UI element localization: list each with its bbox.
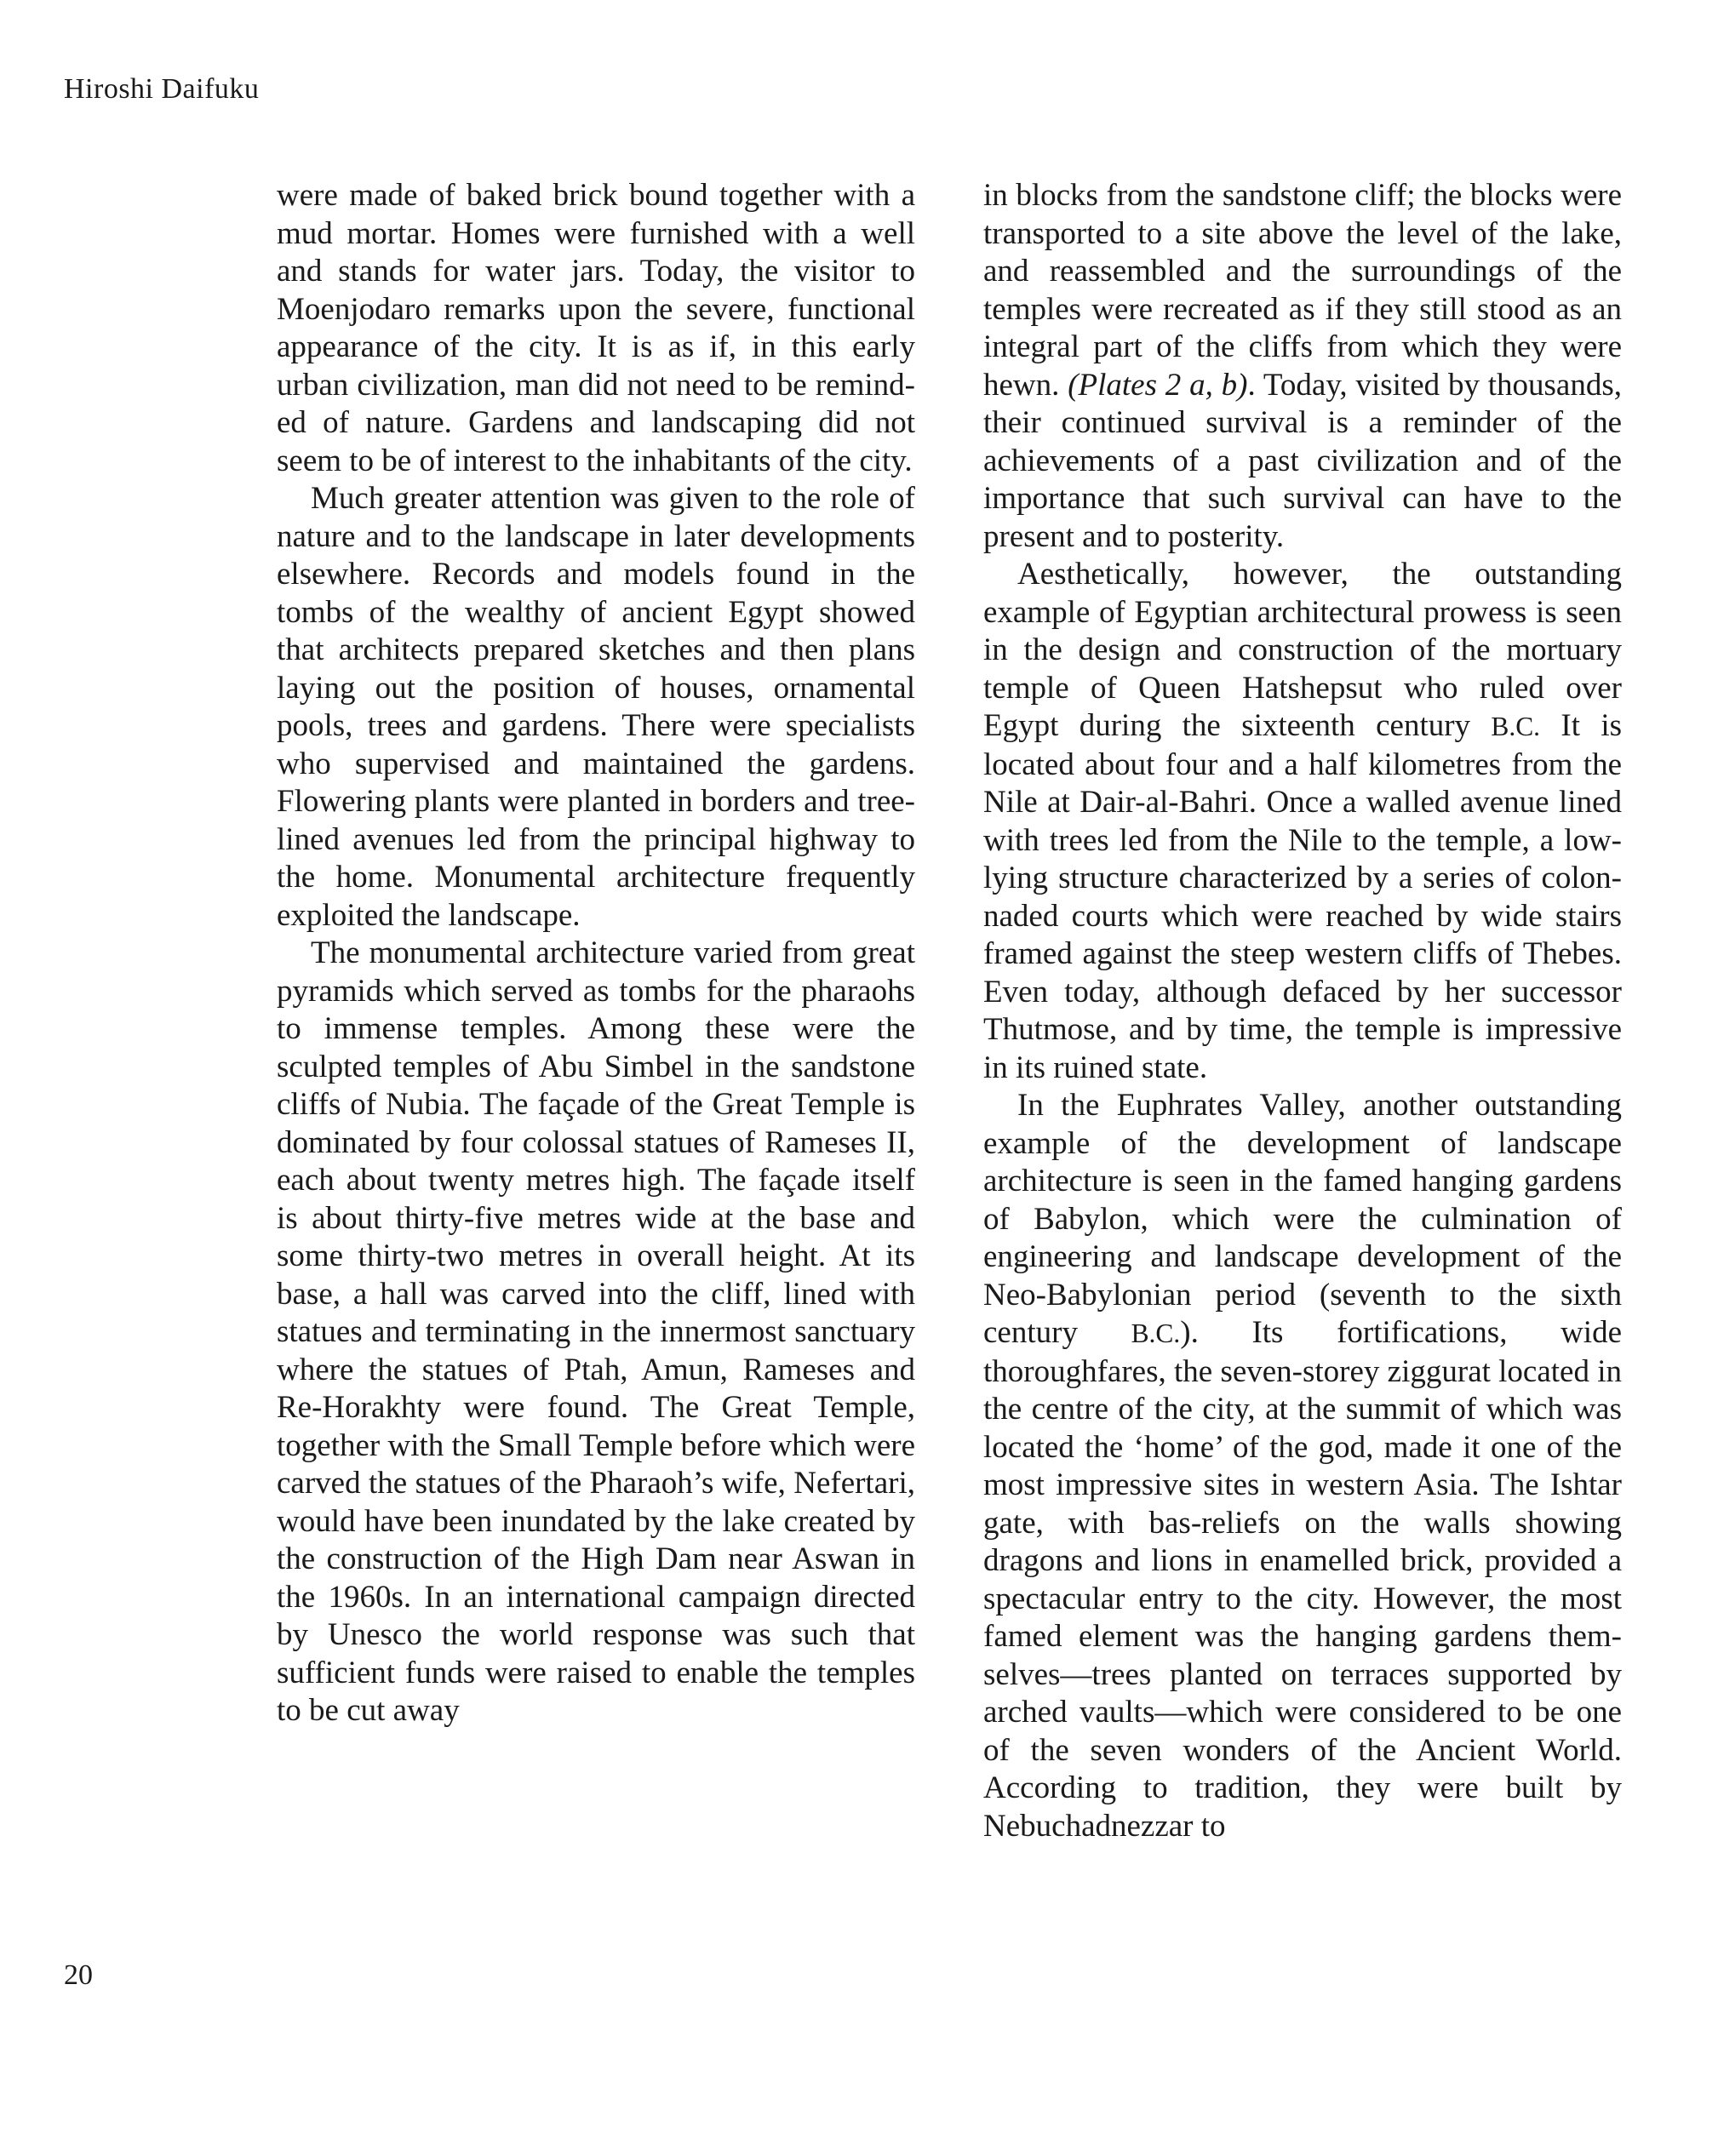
text-segment: ). Its fortifications, wide thoroughfares, the seven-storey ziggurat located in the centre of the city, at the summit of which was located the ‘home’ of the god, made it one of the most impressive sites in western Asia. The Ishtar gate, with bas-reliefs on the walls showing dragons and lions in enamelled brick, provided a spectacular entry to the city. However, the most famed element was the hanging gardens themselves—trees planted on terraces supported by arched vaults—which were considered to be one of the seven wonders of the Ancient World. According to tradition, they were built by Nebuchadnezzar to bbox=[983, 1315, 1623, 1844]
paragraph-temple-relocation bbox=[983, 177, 1622, 556]
paragraph-hatshepsut bbox=[983, 556, 1622, 1087]
left-column bbox=[277, 177, 915, 1730]
text-segment: In the Euphrates Valley, another outstanding example of the development of landscape architecture is seen in the famed hanging gardens of Babylon, which were the culmination of engineering and landscape development of the Neo-Babylonian period (seventh to the sixth century bbox=[983, 1088, 1622, 1350]
text-segment: in blocks from the sandstone cliff; the blocks were transported to a site above the level of the lake, and reassembled and the surroundings of the temples were recreated as if they still stood as an integral part of the cliffs from which they were hewn. bbox=[983, 178, 1622, 403]
text-segment: It is located about four and a half kilometres from the Nile at Dair-al-Bahri. Once a walled avenue lined with trees led from the Nile to the temple, a low-lying structure characterized by a series of colonnaded courts which were reached by wide stairs framed against the steep western cliffs of Thebes. Even today, although defaced by her successor Thutmose, and by time, the temple is impressive in its ruined state. bbox=[983, 708, 1622, 1085]
paragraph-babylon bbox=[983, 1087, 1622, 1845]
plates-reference: (Plates 2 a, b) bbox=[1068, 367, 1248, 403]
paragraph-egypt-gardens: Much greater attention was given to the role of nature and to the landscape in later developments elsewhere. Records and models found in the tombs of the wealthy of ancient Egypt showed that architects prepared sketches and then plans laying out the position of houses, ornamental pools, trees and gardens. There were specialists who supervised and maintained the gardens. Flowering plants were planted in borders and tree-lined avenues led from the principal highway to the home. Monumental architecture frequently exploited the landscape. bbox=[277, 481, 915, 933]
running-head-author: Hiroshi Daifuku bbox=[64, 73, 260, 105]
era-abbreviation: B.C. bbox=[1491, 712, 1541, 741]
era-abbreviation: B.C. bbox=[1131, 1318, 1181, 1348]
right-column bbox=[983, 177, 1622, 1845]
paragraph-abu-simbel: The monumental architecture varied from great pyramids which served as tombs for the pharaohs to immense temples. Among these were the sculpted temples of Abu Simbel in the sandstone cliffs of Nubia. The façade of the Great Temple is dominated by four colossal statues of Rameses II, each about twenty metres high. The façade itself is about thirty-five metres wide at the base and some thirty-two metres in overall height. At its base, a hall was carved into the cliff, lined with statues and terminating in the innermost sanctuary where the statues of Ptah, Amun, Rameses and Re-Horakhty were found. The Great Temple, together with the Small Temple before which were carved the statues of the Pharaoh’s wife, Nefertari, would have been inundated by the lake created by the construction of the High Dam near Aswan in the 1960s. In an international campaign directed by Unesco the world response was such that sufficient funds were raised to enable the temples to be cut away bbox=[277, 935, 915, 1728]
text-segment: . Today, visited by thousands, their continued survival is a reminder of the achievements of a past civilization and of the importance that such survival can have to the present and to posterity. bbox=[983, 367, 1622, 554]
page-number: 20 bbox=[64, 1959, 93, 1991]
text-segment: Aesthetically, however, the outstanding example of Egyptian architectural prowess is seen in the design and construction of the mortuary temple of Queen Hatshepsut who ruled over Egypt during the sixteenth century bbox=[983, 557, 1622, 743]
paragraph-moenjodaro: were made of baked brick bound together with a mud mortar. Homes were furnished with a well and stands for water jars. Today, the visitor to Moenjodaro remarks upon the severe, functional appearance of the city. It is as if, in this early urban civilization, man did not need to be reminded of nature. Gardens and landscaping did not seem to be of interest to the inhabitants of the city. bbox=[277, 178, 915, 478]
